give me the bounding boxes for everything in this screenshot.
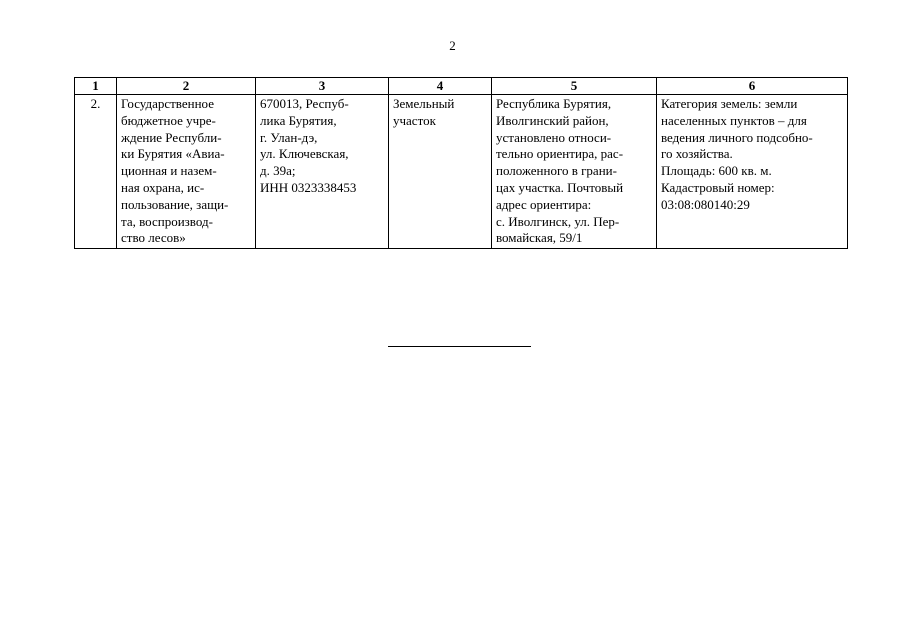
page-number: 2 [449,38,456,53]
object-type-cell [389,95,492,249]
location-line: Республика Бурятия, [496,96,612,111]
column-header-4: 4 [389,78,492,95]
location-line: положенного в грани- [496,163,617,179]
object-type-line: участок [393,112,436,128]
column-header-5: 5 [492,78,657,95]
column-header-3: 3 [256,78,389,95]
address-line: ИНН 0323338453 [260,179,357,195]
organization-address-cell [256,95,389,249]
characteristics-line: Кадастровый номер: [661,179,775,195]
organization-name-line: ная охрана, ис- [121,179,205,195]
address-line: 670013, Респуб- [260,96,349,111]
characteristics-line: ведения личного подсобно- [661,129,813,145]
organization-name-line: ционная и назем- [121,163,217,179]
closing-divider [388,346,531,347]
column-header-6: 6 [657,78,848,95]
characteristics-line: Категория земель: земли [661,96,798,111]
table-header-row [75,78,848,95]
organization-name-cell [117,95,256,249]
location-line: цах участка. Почтовый [496,179,624,195]
characteristics-line: населенных пунктов – для [661,112,807,128]
location-line: вомайская, 59/1 [496,230,583,246]
column-header-2: 2 [117,78,256,95]
object-characteristics-cell [657,95,848,249]
organization-name-line: бюджетное учре- [121,112,216,128]
characteristics-line: го хозяйства. [661,146,733,162]
organization-name-line: ство лесов» [121,230,186,246]
characteristics-line: Площадь: 600 кв. м. [661,163,772,179]
organization-name-line: та, воспроизвод- [121,213,213,229]
location-line: адрес ориентира: [496,196,592,212]
location-line: с. Иволгинск, ул. Пер- [496,213,620,229]
column-header-1: 1 [75,78,117,95]
location-line: установлено относи- [496,129,612,145]
table-row [75,95,848,249]
address-line: лика Бурятия, [260,112,337,128]
organization-name-line: ки Бурятия «Авиа- [121,146,225,162]
organization-name-line: пользование, защи- [121,196,229,212]
location-line: Иволгинский район, [496,112,609,128]
address-line: д. 39а; [260,163,296,179]
address-line: ул. Ключевская, [260,146,349,162]
organization-name-line: Государственное [121,96,214,111]
registry-table [74,77,848,249]
row-number-cell: 2. [75,95,117,249]
address-line: г. Улан-дэ, [260,129,318,145]
characteristics-line: 03:08:080140:29 [661,196,750,212]
object-location-cell [492,95,657,249]
location-line: тельно ориентира, рас- [496,146,624,162]
organization-name-line: ждение Республи- [121,129,222,145]
object-type-line: Земельный [393,96,455,111]
